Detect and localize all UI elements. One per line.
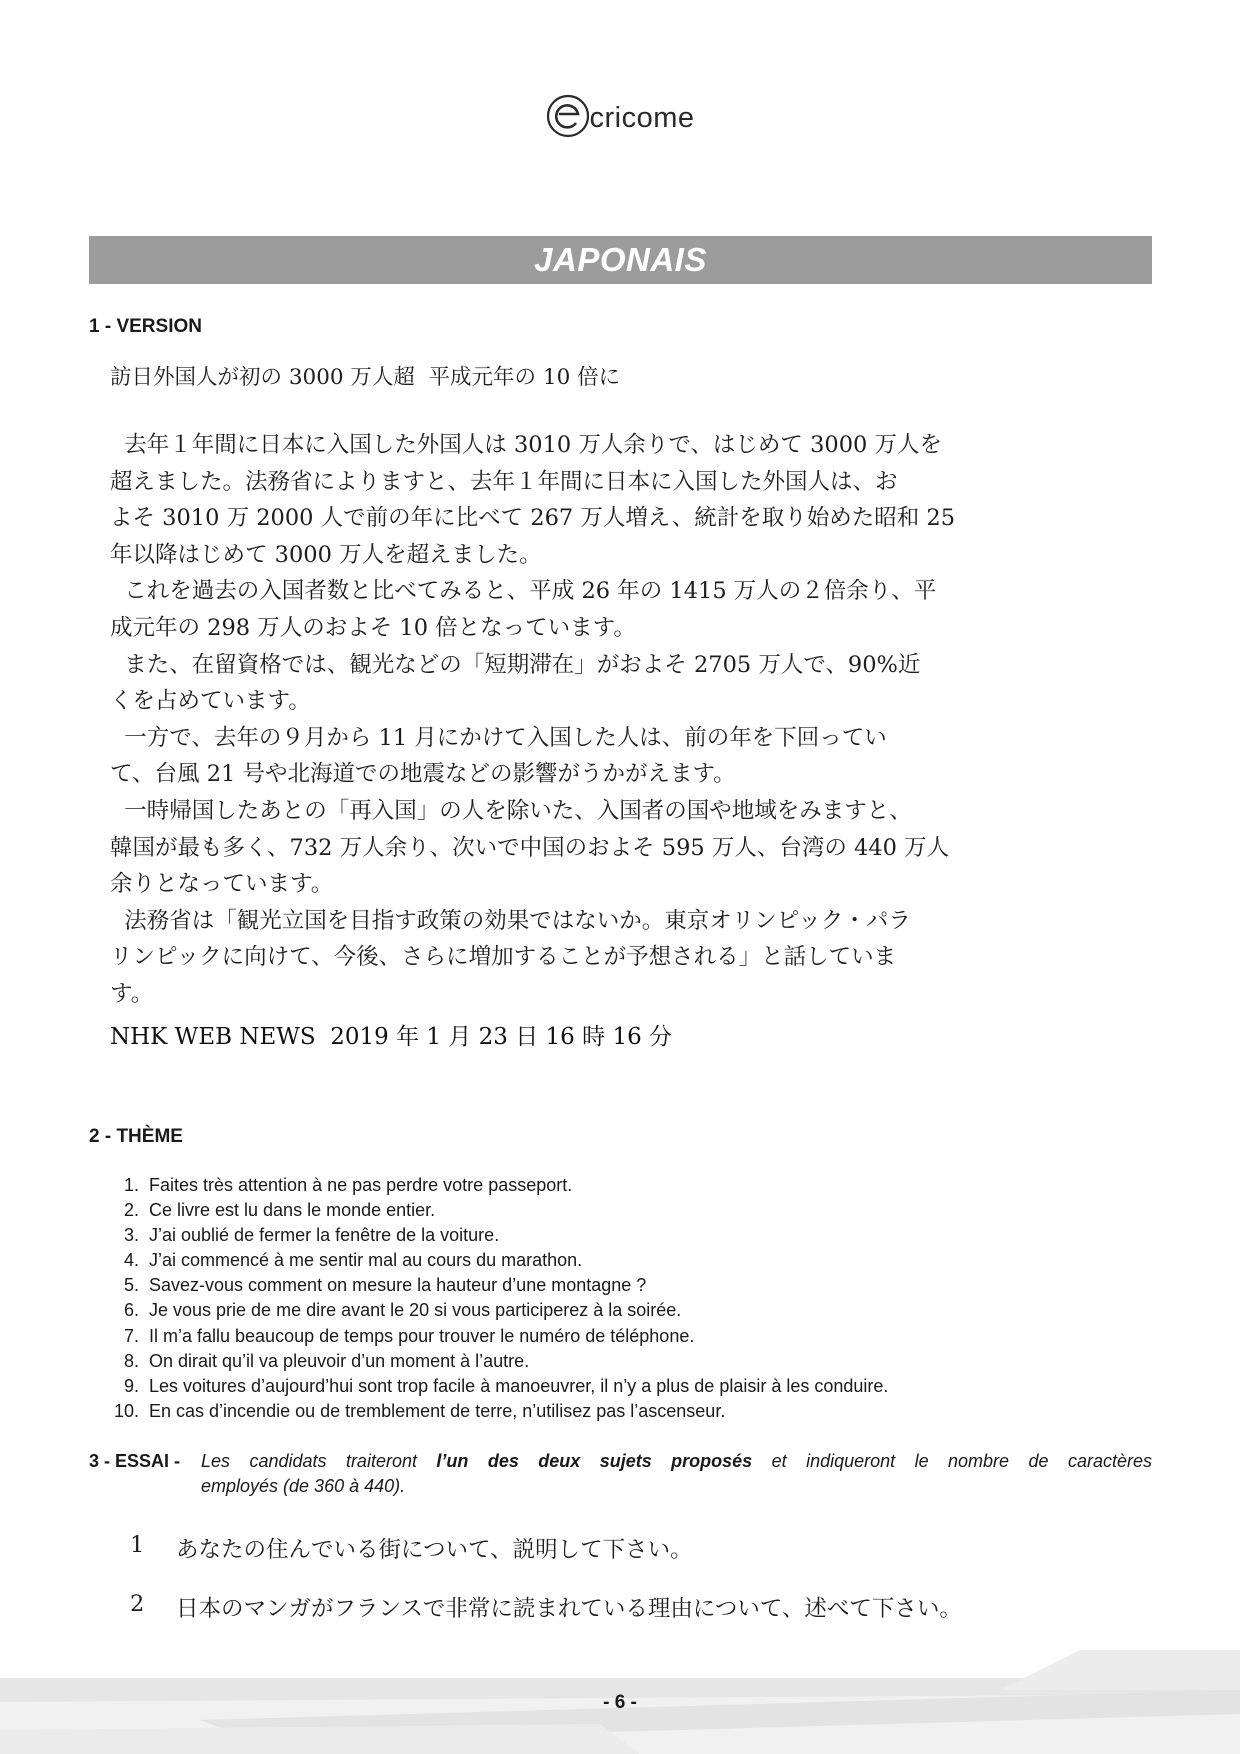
list-item-number: 7. <box>123 1325 139 1346</box>
list-item <box>110 1298 888 1323</box>
list-item-number: 2. <box>123 1200 139 1221</box>
logo-wordmark: cricome <box>589 101 695 134</box>
subject-banner <box>89 236 1152 284</box>
essai-heading: 3 - ESSAI - <box>89 1451 186 1471</box>
article-line: 超えました。法務省によりますと、去年１年間に日本に入国した外国人は、お <box>110 468 898 495</box>
list-item-text: Je vous prie de me dire avant le 20 si vous participerez à la soirée. <box>149 1300 682 1321</box>
article-line: 年以降はじめて 3000 万人を超えました。 <box>110 541 542 568</box>
ecricome-logo <box>0 90 1240 142</box>
essai-subject-1 <box>130 1532 693 1564</box>
list-item-number: 10. <box>113 1400 139 1421</box>
ecricome-e-logo-icon <box>545 93 591 139</box>
article-line: 韓国が最も多く、732 万人余り、次いで中国のおよそ 595 万人、台湾の 440 万人 <box>110 834 950 861</box>
article-line: リンピックに向けて、今後、さらに増加することが予想される」と話していま <box>110 944 897 971</box>
list-item-number: 3. <box>123 1225 139 1246</box>
essai-text-before: Les candidats traiteront <box>201 1451 437 1471</box>
article-line: 成元年の 298 万人のおよそ 10 倍となっています。 <box>110 614 636 641</box>
subject-text: 日本のマンガがフランスで非常に読まれている理由について、述べて下さい。 <box>176 1596 962 1622</box>
list-item-number: 8. <box>123 1350 139 1371</box>
list-item <box>110 1349 888 1374</box>
essai-instruction-line2: employés (de 360 à 440). <box>201 1476 406 1496</box>
list-item <box>110 1273 888 1298</box>
list-item-number: 9. <box>123 1375 139 1396</box>
list-item <box>110 1374 888 1399</box>
list-item <box>110 1248 888 1273</box>
version-article-body <box>110 427 1100 1013</box>
article-line: す。 <box>110 980 154 1007</box>
article-line: 去年１年間に日本に入国した外国人は 3010 万人余りで、はじめて 3000 万人を <box>110 432 942 458</box>
list-item-text: Faites très attention à ne pas perdre votre passeport. <box>149 1175 573 1195</box>
article-line: くを占めています。 <box>110 688 311 715</box>
essai-instruction-text <box>201 1449 1152 1474</box>
article-source: NHK WEB NEWS 2019 年 1 月 23 日 16 時 16 分 <box>110 1024 673 1050</box>
list-item-text: On dirait qu’il va pleuvoir d’un moment à l’autre. <box>149 1350 530 1371</box>
list-item-text: Les voitures d’aujourd’hui sont trop facile à manoeuvrer, il n’y a plus de plaisir à les conduire. <box>149 1375 889 1396</box>
list-item-text: En cas d’incendie ou de tremblement de terre, n’utilisez pas l’ascenseur. <box>149 1400 726 1421</box>
essai-subject-2 <box>130 1591 962 1623</box>
essai-instructions <box>89 1449 1152 1499</box>
list-item-number: 1. <box>123 1175 139 1195</box>
theme-heading: 2 - THÈME <box>89 1126 183 1147</box>
list-item-number: 6. <box>123 1300 139 1321</box>
article-line: よそ 3010 万 2000 人で前の年に比べて 267 万人増え、統計を取り始めた昭和 25 <box>110 505 956 532</box>
version-article-title: 訪日外国人が初の 3000 万人超 平成元年の 10 倍に <box>110 365 621 390</box>
subject-number: 1 <box>130 1532 145 1558</box>
article-line: て、台風 21 号や北海道での地震などの影響がうかがえます。 <box>110 761 736 788</box>
list-item-number: 5. <box>123 1275 139 1296</box>
page-number: - 6 - <box>603 1692 637 1713</box>
list-item <box>110 1223 888 1248</box>
list-item-text: J’ai oublié de fermer la fenêtre de la voiture. <box>149 1225 500 1246</box>
theme-sentence-list <box>110 1173 888 1424</box>
list-item-text: J’ai commencé à me sentir mal au cours du marathon. <box>149 1250 583 1271</box>
list-item <box>110 1173 888 1198</box>
list-item <box>110 1324 888 1349</box>
essai-text-emphasis: l’un des deux sujets proposés <box>436 1451 753 1471</box>
article-line: 一方で、去年の９月から 11 月にかけて入国した人は、前の年を下回ってい <box>110 724 887 751</box>
list-item-text: Savez-vous comment on mesure la hauteur d’une montagne ? <box>149 1275 647 1296</box>
subject-number: 2 <box>130 1591 145 1617</box>
article-line: 余りとなっています。 <box>110 871 334 898</box>
article-line: 一時帰国したあとの「再入国」の人を除いた、入国者の国や地域をみますと、 <box>110 797 912 824</box>
version-heading: 1 - VERSION <box>89 316 202 337</box>
article-line: これを過去の入国者数と比べてみると、平成 26 年の 1415 万人の２倍余り、平 <box>110 578 937 605</box>
essai-text-after: et indiqueront le nombre de caractères <box>752 1451 1152 1471</box>
list-item <box>110 1399 888 1424</box>
list-item-text: Il m’a fallu beaucoup de temps pour trouver le numéro de téléphone. <box>149 1325 695 1346</box>
subject-text: あなたの住んでいる街について、説明して下さい。 <box>176 1537 693 1563</box>
article-line: 法務省は「観光立国を目指す政策の効果ではないか。東京オリンピック・パラ <box>110 907 911 934</box>
subject-title: JAPONAIS <box>534 241 707 278</box>
article-line: また、在留資格では、観光などの「短期滞在」がおよそ 2705 万人で、90%近 <box>110 651 921 678</box>
list-item-number: 4. <box>123 1250 139 1271</box>
list-item <box>110 1198 888 1223</box>
list-item-text: Ce livre est lu dans le monde entier. <box>149 1200 436 1221</box>
